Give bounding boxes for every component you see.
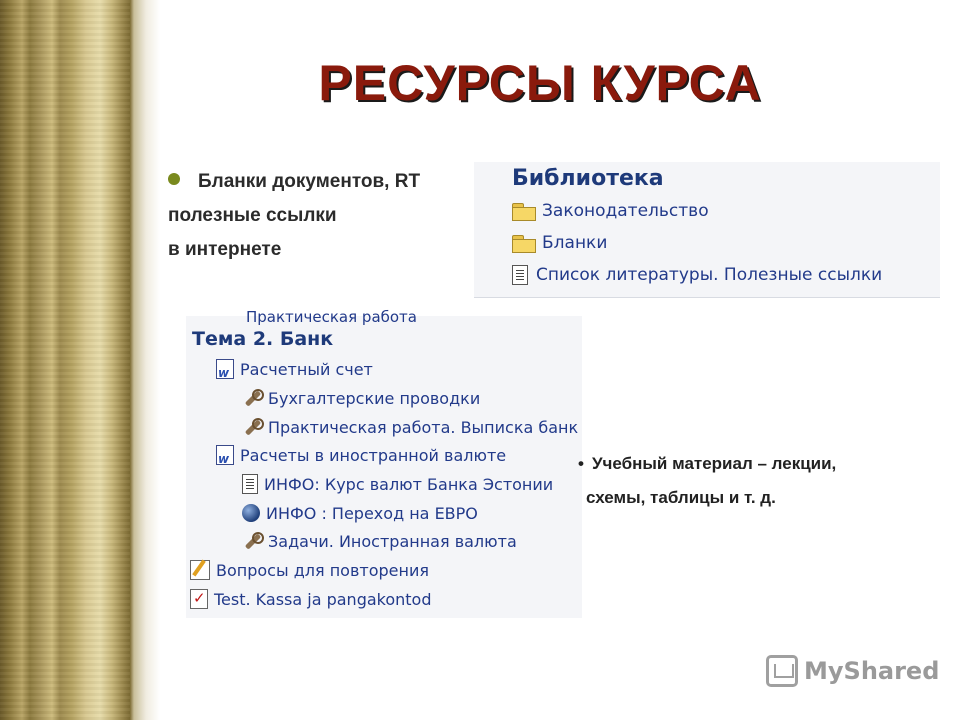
topic-item[interactable] <box>242 500 478 526</box>
library-item[interactable] <box>512 195 940 227</box>
wrench-icon <box>242 531 262 551</box>
bullet-dot <box>168 173 180 185</box>
learning-material-text <box>578 450 938 512</box>
document-icon <box>242 474 258 494</box>
intro-line-2: полезные ссылки <box>168 205 337 226</box>
library-item-label[interactable]: Законодательство <box>542 201 709 221</box>
library-panel <box>474 162 940 298</box>
library-item-label[interactable]: Бланки <box>542 233 608 253</box>
topic-item-label[interactable]: Практическая работа. Выписка банк <box>268 417 579 437</box>
learning-material-line-1 <box>578 450 938 484</box>
slide-title: РЕСУРСЫ КУРСА <box>318 55 762 111</box>
document-icon <box>512 265 528 285</box>
topic-item-label[interactable]: ИНФО : Переход на ЕВРО <box>266 503 478 523</box>
cut-off-item: Практическая работа <box>246 308 417 326</box>
intro-line-1 <box>168 165 478 199</box>
learning-material-line-2: схемы, таблицы и т. д. <box>586 488 776 507</box>
folder-icon <box>512 203 534 219</box>
topic-item-label[interactable]: Расчетный счет <box>240 359 373 379</box>
topic-item-label[interactable]: Вопросы для повторения <box>216 560 429 580</box>
intro-text <box>168 165 478 267</box>
topic-item[interactable] <box>216 442 506 468</box>
library-item[interactable] <box>512 259 940 291</box>
word-doc-icon <box>216 359 234 379</box>
watermark-logo-icon <box>766 655 798 687</box>
watermark-text: MyShared <box>804 657 940 685</box>
globe-icon <box>242 504 260 522</box>
wrench-icon <box>242 388 262 408</box>
word-doc-icon <box>216 445 234 465</box>
topic-item[interactable] <box>190 557 429 583</box>
quiz-icon <box>190 560 210 580</box>
library-item[interactable] <box>512 227 940 259</box>
topic-item[interactable] <box>190 586 432 612</box>
topic-item-label[interactable]: Бухгалтерские проводки <box>268 388 481 408</box>
topic-item[interactable] <box>242 471 553 497</box>
wrench-icon <box>242 417 262 437</box>
library-heading: Библиотека <box>512 166 664 191</box>
topic-item[interactable] <box>242 385 480 411</box>
library-item-label[interactable]: Список литературы. Полезные ссылки <box>536 265 883 285</box>
watermark <box>766 655 939 687</box>
checkmark-icon <box>190 589 208 609</box>
topic-item-label[interactable]: ИНФО: Курс валют Банка Эстонии <box>264 474 554 494</box>
learning-material-line-1-text: Учебный материал – лекции, <box>591 454 837 473</box>
intro-line-1-text: Бланки документов, RT <box>198 171 421 192</box>
intro-line-3: в интернете <box>168 239 282 260</box>
topic-item[interactable] <box>242 414 578 440</box>
topic-item[interactable] <box>216 356 373 382</box>
topic-item-label[interactable]: Test. Kassa ja pangakontod <box>214 589 432 609</box>
topic-item-label[interactable]: Задачи. Иностранная валюта <box>268 531 517 551</box>
folder-icon <box>512 235 534 251</box>
topic-item-label[interactable]: Расчеты в иностранной валюте <box>240 445 507 465</box>
topic-panel <box>186 308 582 618</box>
topic-heading: Тема 2. Банк <box>192 328 334 350</box>
topic-item[interactable] <box>242 528 517 554</box>
bullet-mark: • <box>578 454 584 473</box>
